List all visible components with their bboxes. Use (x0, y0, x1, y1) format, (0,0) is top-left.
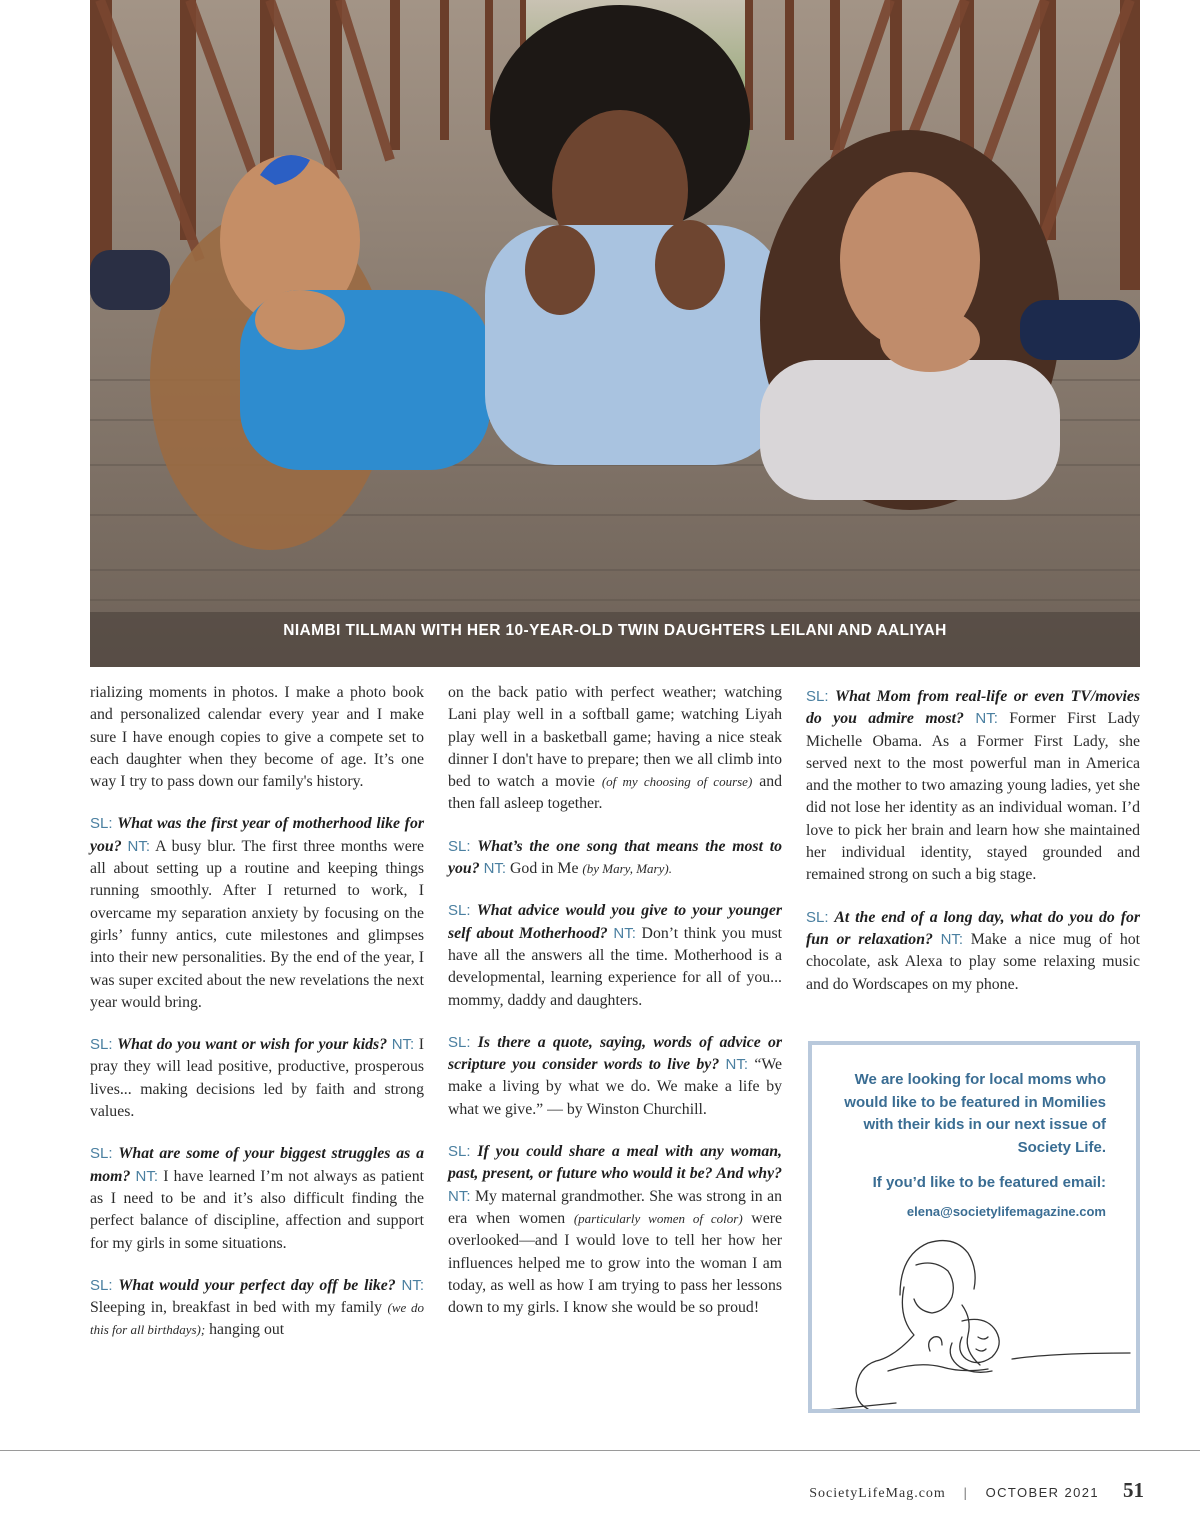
answer: My maternal grandmother. She was strong in an era when women (448, 1187, 783, 1227)
paragraph-text: and then fall asleep together. (448, 773, 782, 813)
qa-block (448, 1141, 782, 1319)
answer-aside: (by Mary, Mary). (582, 861, 672, 877)
sl-label: SL: (448, 902, 471, 920)
answer: Don’t think you must have all the answers all the time. Motherhood is a developmental, learning experience for all of you... mommy, daddy and daughters. (448, 924, 783, 1009)
footer-site: SocietyLifeMag.com (809, 1486, 946, 1501)
nt-label: NT: (975, 710, 998, 728)
qa-block (90, 813, 424, 1014)
sl-label: SL: (90, 815, 113, 833)
nt-label: NT: (391, 1036, 415, 1054)
answer: God in Me (510, 860, 579, 878)
paragraph-text: rializing moments in photos. I make a photo book and personalized calendar every year and I make sure I have enough copies to give a compete set to each daughter when they become of age. It’s one way I try to pass down our family's history. (90, 684, 424, 791)
paragraph-aside: (of my choosing of course) (601, 774, 753, 790)
sl-label: SL: (448, 1143, 471, 1161)
question: What’s the one song that means the most to you? (448, 837, 782, 878)
bridge-family-photo (90, 0, 1140, 667)
qa-block (806, 686, 1140, 887)
footer-date: OCTOBER 2021 (985, 1485, 1099, 1500)
answer: A busy blur. The first three months were all about setting up a routine and keeping things running smoothly. After I returned to work, I overcame my separation anxiety by focusing on the girls’ funny antics, cute milestones and glimpses into their new personalities. By the end of the year, I was super excited about the new revelations the next year would bring. (90, 837, 424, 1011)
answer: hanging out (209, 1321, 285, 1339)
nt-label: NT: (448, 1187, 471, 1205)
mother-and-baby-line-drawing-icon (812, 1225, 1136, 1409)
answer-aside: (we do this for all birthdays); (90, 1300, 424, 1338)
question: What are some of your biggest struggles as a mom? (90, 1145, 424, 1185)
sl-label: SL: (90, 1145, 113, 1163)
column-2 (448, 682, 782, 1339)
nt-label: NT: (483, 860, 507, 878)
answer: “We make a living by what we do. We make a life by what we give.” — by Winston Churchill. (448, 1056, 782, 1118)
nt-label: NT: (127, 837, 151, 855)
question: Is there a quote, saying, words of advice or scripture you consider words to live by? (448, 1033, 783, 1074)
qa-block (90, 1034, 424, 1123)
nt-label: NT: (725, 1056, 749, 1074)
hero-photo (90, 0, 1140, 667)
sl-label: SL: (806, 688, 829, 705)
column-1 (90, 682, 424, 1362)
promo-cta: If you’d like to be featured email: (872, 1174, 1106, 1191)
sl-label: SL: (806, 908, 829, 926)
qa-block (448, 1032, 782, 1121)
sl-label: SL: (448, 837, 471, 855)
qa-block (448, 900, 782, 1011)
promo-email-link[interactable]: elena@societylifemagazine.com (906, 1204, 1106, 1219)
qa-block (448, 836, 782, 881)
sl-label: SL: (448, 1033, 471, 1051)
footer-rule (0, 1450, 1200, 1451)
qa-block (90, 1275, 424, 1342)
answer: Make a nice mug of hot chocolate, ask Alexa to play some relaxing music and do Wordscapes on my phone. (806, 930, 1141, 993)
answer-aside: (particularly women of color) (573, 1210, 743, 1226)
nt-label: NT: (135, 1167, 159, 1185)
nt-label: NT: (401, 1276, 425, 1294)
photo-caption: NIAMBI TILLMAN WITH HER 10-YEAR-OLD TWIN DAUGHTERS LEILANI AND AALIYAH (283, 622, 947, 639)
paragraph-text: on the back patio with perfect weather; watching Lani play well in a softball game; watching Liyah play well in a basketball game; having a nice steak dinner I don't have to prepare; then we all climb into bed to watch a movie (448, 684, 782, 791)
question: What advice would you give to your younger self about Motherhood? (448, 902, 782, 942)
answer: I have learned I’m not always as patient as I need to be and it’s also difficult finding the perfect balance of discipline, affection and support for my girls in some situations. (90, 1167, 424, 1252)
qa-block (90, 1143, 424, 1254)
nt-label: NT: (613, 924, 636, 942)
qa-block (806, 907, 1140, 996)
sl-label: SL: (90, 1276, 113, 1294)
question: At the end of a long day, what do you do for fun or relaxation? (806, 908, 1140, 948)
paragraph (90, 682, 424, 793)
sl-label: SL: (90, 1036, 113, 1054)
footer-separator: | (963, 1486, 968, 1501)
page-footer (809, 1478, 1144, 1503)
answer: Sleeping in, breakfast in bed with my family (90, 1299, 383, 1317)
question: What Mom from real-life or even TV/movies do you admire most? (806, 688, 1140, 728)
question: What was the first year of motherhood like for you? (90, 815, 424, 855)
answer: I pray they will lead positive, productive, prosperous lives... making decisions led by faith and strong values. (90, 1036, 425, 1121)
question: What do you want or wish for your kids? (117, 1036, 388, 1054)
page-number: 51 (1123, 1478, 1144, 1502)
promo-box (808, 1041, 1140, 1413)
question: If you could share a meal with any woman, past, present, or future who would it be? And why? (448, 1143, 783, 1183)
promo-text: We are looking for local moms who would like to be featured in Momilies with their kids in our next issue of Society Life. (844, 1071, 1106, 1156)
column-3 (806, 686, 1140, 1016)
answer: were overlooked—and I would love to tell her how her influences helped me to grow into the woman I am today, as well as how I am trying to pass her lessons down to my girls. I know she would be so proud! (448, 1209, 782, 1317)
question: What would your perfect day off be like? (118, 1276, 396, 1294)
paragraph (448, 682, 782, 816)
nt-label: NT: (940, 930, 964, 948)
answer: Former First Lady Michelle Obama. As a Former First Lady, she served next to the most powerful man in America and the mother to two amazing young ladies, yet she did not lose her identity as an individual woman. I’d love to pick her brain and learn how she maintained her individual identity, stayed grounded and remained strong on such a big stage. (806, 710, 1140, 884)
